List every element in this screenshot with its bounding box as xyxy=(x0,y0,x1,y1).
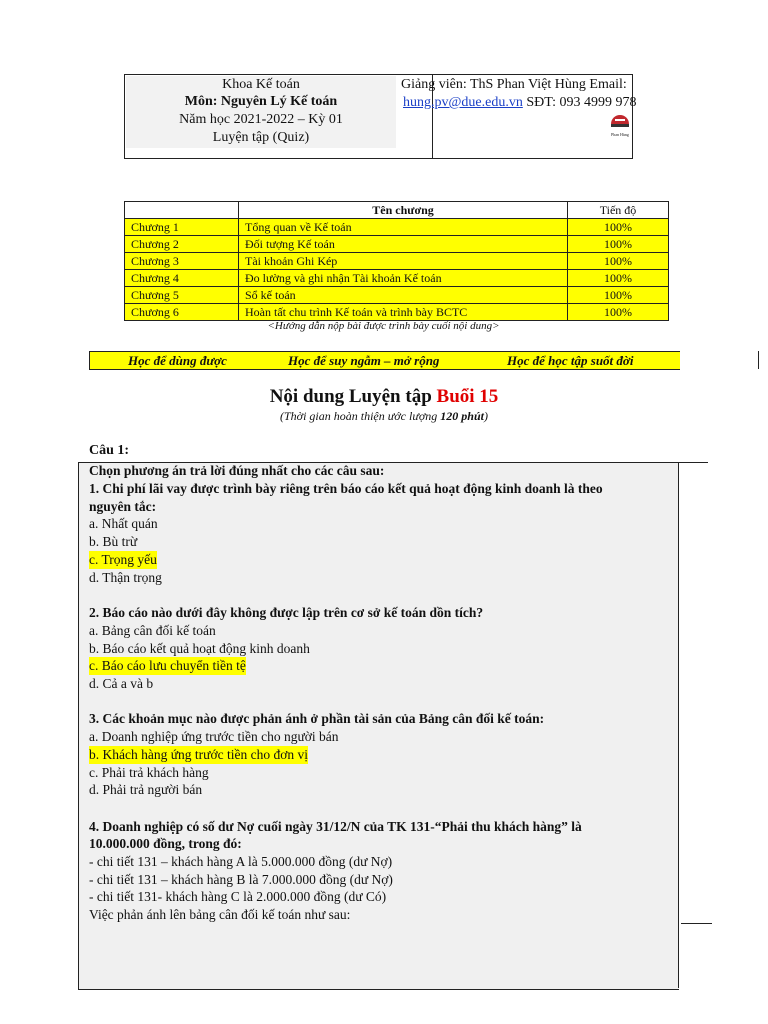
answer-option[interactable]: a. Doanh nghiệp ứng trước tiền cho người bán xyxy=(89,729,339,744)
teacher-line: Giảng viên: ThS Phan Việt Hùng Email: xyxy=(401,77,627,92)
question-3-text: 3. Các khoản mục nào được phản ánh ở phần tài sản của Bảng cân đối kế toán: xyxy=(89,711,545,726)
chapter-title-cell: Tài khoản Ghi Kép xyxy=(239,253,568,270)
logo-emblem-icon xyxy=(607,112,633,138)
table-header-row xyxy=(125,202,669,219)
chapter-progress-table xyxy=(124,201,669,321)
table-row xyxy=(125,270,669,287)
time-estimate-value: 120 phút xyxy=(440,409,484,423)
table-header-cell: Tên chương xyxy=(239,202,568,219)
question-4-detail: - chi tiết 131- khách hàng C là 2.000.000 đồng (dư Có) xyxy=(89,889,387,904)
chapter-cell: Chương 4 xyxy=(125,270,239,287)
motto-bar xyxy=(89,351,680,370)
question-group-label: Câu 1: xyxy=(89,443,130,458)
question-1-text: 1. Chi phí lãi vay được trình bày riêng trên báo cáo kết quả hoạt động kinh doanh là theo xyxy=(89,481,603,496)
question-4-detail: - chi tiết 131 – khách hàng A là 5.000.000 đồng (dư Nợ) xyxy=(89,854,393,869)
progress-cell: 100% xyxy=(568,304,669,321)
divider xyxy=(681,923,712,924)
quiz-instruction: Chọn phương án trả lời đúng nhất cho các câu sau: xyxy=(89,463,385,478)
answer-option-selected[interactable]: c. Báo cáo lưu chuyển tiền tệ xyxy=(89,658,246,673)
question-1-text-cont: nguyên tắc: xyxy=(89,499,157,514)
motto-item: Học để suy ngẫm – mở rộng xyxy=(288,353,440,368)
time-estimate-prefix: (Thời gian hoàn thiện ước lượng xyxy=(280,409,441,423)
chapter-title-cell: Đối tượng Kế toán xyxy=(239,236,568,253)
question-2-text: 2. Báo cáo nào dưới đây không được lập trên cơ sở kế toán dồn tích? xyxy=(89,605,484,620)
title-text: Nội dung Luyện tập xyxy=(269,386,437,407)
header-course-info xyxy=(126,76,396,148)
table-row xyxy=(125,219,669,236)
page-title xyxy=(0,386,768,408)
answer-option[interactable]: d. Phải trả người bán xyxy=(89,782,203,797)
school-year: Năm học 2021-2022 – Kỳ 01 xyxy=(179,112,343,127)
chapter-cell: Chương 3 xyxy=(125,253,239,270)
chapter-title-cell: Sổ kế toán xyxy=(239,287,568,304)
table-row xyxy=(125,253,669,270)
divider xyxy=(678,462,679,988)
chapter-cell: Chương 6 xyxy=(125,304,239,321)
table-row xyxy=(125,304,669,321)
chapter-cell: Chương 1 xyxy=(125,219,239,236)
answer-option-selected[interactable]: b. Khách hàng ứng trước tiền cho đơn vị xyxy=(89,747,308,762)
answer-option[interactable]: b. Bù trừ xyxy=(89,534,138,549)
submission-note: <Hướng dẫn nộp bài được trình bày cuối nội dung> xyxy=(267,320,500,332)
progress-cell: 100% xyxy=(568,236,669,253)
logo-emblem-graphic xyxy=(609,112,631,128)
time-estimate xyxy=(0,409,768,424)
logo-text: Phan Hùng xyxy=(611,132,629,137)
progress-cell: 100% xyxy=(568,287,669,304)
chapter-title-cell: Đo lường và ghi nhận Tài khoản Kế toán xyxy=(239,270,568,287)
motto-item: Học để học tập suốt đời xyxy=(507,353,634,368)
progress-cell: 100% xyxy=(568,253,669,270)
table-row xyxy=(125,287,669,304)
email-link[interactable]: hung.pv@due.edu.vn xyxy=(403,95,523,110)
progress-cell: 100% xyxy=(568,270,669,287)
answer-option[interactable]: d. Cả a và b xyxy=(89,676,154,691)
chapter-cell: Chương 2 xyxy=(125,236,239,253)
table-header-cell: Tiến độ xyxy=(568,202,669,219)
chapter-title-cell: Tổng quan về Kế toán xyxy=(239,219,568,236)
divider xyxy=(758,351,759,369)
divider xyxy=(678,462,708,463)
question-4-text: 4. Doanh nghiệp có số dư Nợ cuối ngày 31/12/N của TK 131-“Phải thu khách hàng” là xyxy=(89,819,582,834)
motto-item: Học để dùng được xyxy=(128,353,227,368)
time-estimate-suffix: ) xyxy=(483,409,488,423)
answer-option[interactable]: d. Thận trọng xyxy=(89,570,162,585)
quiz-mode: Luyện tập (Quiz) xyxy=(212,130,310,145)
chapter-cell: Chương 5 xyxy=(125,287,239,304)
table-header-cell xyxy=(125,202,239,219)
answer-option[interactable]: a. Nhất quán xyxy=(89,516,158,531)
answer-option[interactable]: b. Báo cáo kết quả hoạt động kinh doanh xyxy=(89,641,310,656)
session-label: Buổi 15 xyxy=(436,386,499,407)
chapter-title-cell: Hoàn tất chu trình Kế toán và trình bày BCTC xyxy=(239,304,568,321)
table-row xyxy=(125,236,669,253)
answer-option[interactable]: a. Bảng cân đối kế toán xyxy=(89,623,216,638)
question-4-detail: - chi tiết 131 – khách hàng B là 7.000.000 đồng (dư Nợ) xyxy=(89,872,393,887)
contact-line xyxy=(403,95,636,111)
answer-option[interactable]: c. Phải trả khách hàng xyxy=(89,765,209,780)
question-4-text-cont: 10.000.000 đồng, trong đó: xyxy=(89,836,242,851)
question-4-detail: Việc phản ánh lên bảng cân đối kế toán như sau: xyxy=(89,907,351,922)
department-name: Khoa Kế toán xyxy=(222,77,300,92)
subject-name: Môn: Nguyên Lý Kế toán xyxy=(184,94,338,109)
answer-option-selected[interactable]: c. Trọng yếu xyxy=(89,552,157,567)
progress-cell: 100% xyxy=(568,219,669,236)
phone-number: SĐT: 093 4999 978 xyxy=(522,95,637,110)
